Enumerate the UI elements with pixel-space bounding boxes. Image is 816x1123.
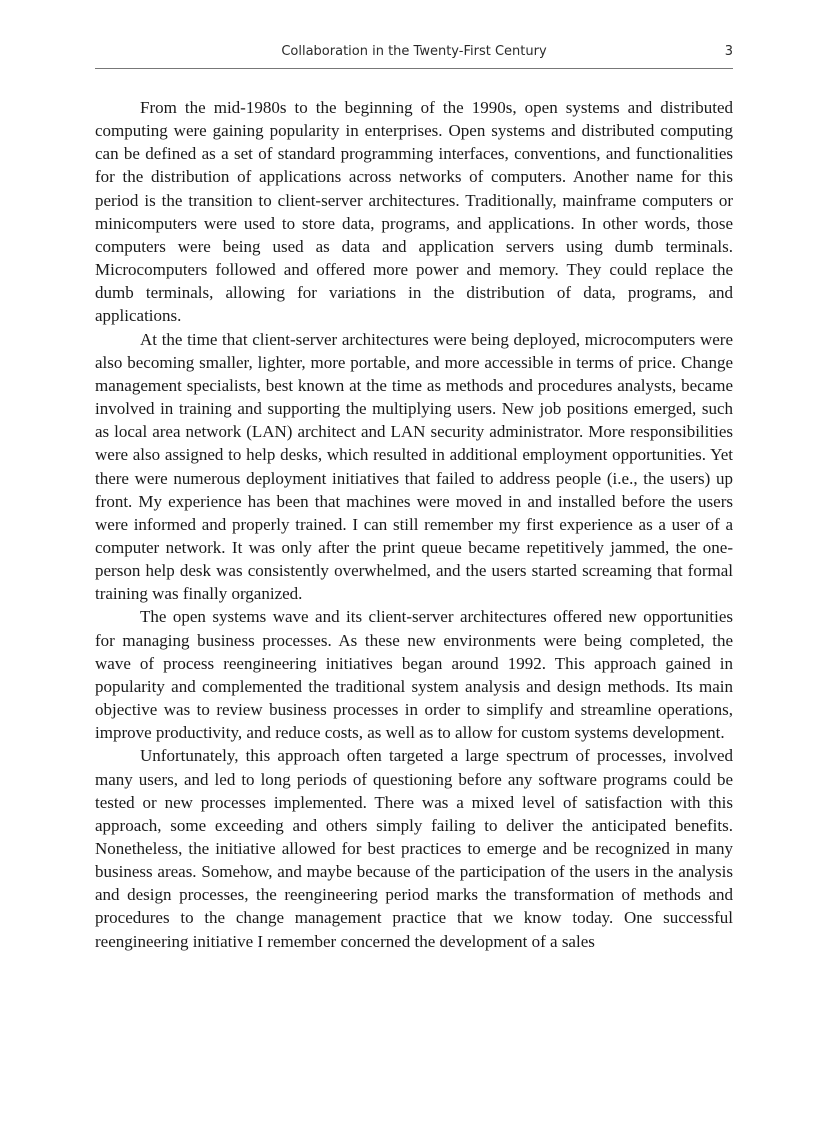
paragraph-3: The open systems wave and its client-server architectures offered new opportunities for managing business processes. As these new environments were being completed, the wave of process reengineering initiatives began around 1992. This approach gained in popularity and complemented the traditional system analysis and design methods. Its main objective was to review business processes in order to simplify and streamline operations, improve productivity, and reduce costs, as well as to allow for custom systems development. [95,607,733,743]
paragraph-2: At the time that client-server architectures were being deployed, microcomputers were also becoming smaller, lighter, more portable, and more accessible in terms of price. Change management specialists, best known at the time as methods and procedures analysts, became involved in training and supporting the multiplying users. New job positions emerged, such as local area network (LAN) architect and LAN security administrator. More responsibilities were also assigned to help desks, which resulted in additional employment opportunities. Yet there were numerous deployment initiatives that failed to address people (i.e., the users) up front. My experience has been that machines were moved in and installed before the users were informed and properly trained. I can still remember my first experience as a user of a computer network. It was only after the print queue became repetitively jammed, the one-person help desk was consistently overwhelmed, and the users started screaming that formal training was finally organized. [95,329,733,604]
paragraph-4: Unfortunately, this approach often targeted a large spectrum of processes, involved many users, and led to long periods of questioning before any software programs could be tested or new processes implemented. There was a mixed level of satisfaction with this approach, some exceeding and others simply failing to deliver the anticipated benefits. Nonetheless, the initiative allowed for best practices to emerge and be recognized in many business areas. Somehow, and maybe because of the participation of the users in the analysis and design processes, the reengineering period marks the transformation of methods and procedures to the change management practice that we know today. One successful reengineering initiative I remember concerned the development of a sales [95,746,733,951]
body-text [95,96,733,953]
header-rule [95,68,733,69]
paragraph-1: From the mid-1980s to the beginning of the 1990s, open systems and distributed computing were gaining popularity in enterprises. Open systems and distributed computing can be defined as a set of standard programming interfaces, conventions, and functionalities for the distribution of applications across networks of computers. Another name for this period is the transition to client-server architectures. Traditionally, mainframe computers or minicomputers were used to store data, programs, and applications. In other words, those computers were being used as data and application servers using dumb terminals. Microcomputers followed and offered more power and memory. They could replace the dumb terminals, allowing for variations in the distribution of data, programs, and applications. [95,98,733,326]
running-header [95,40,733,64]
running-title: Collaboration in the Twenty-First Century [281,44,547,59]
page-number: 3 [724,44,733,59]
